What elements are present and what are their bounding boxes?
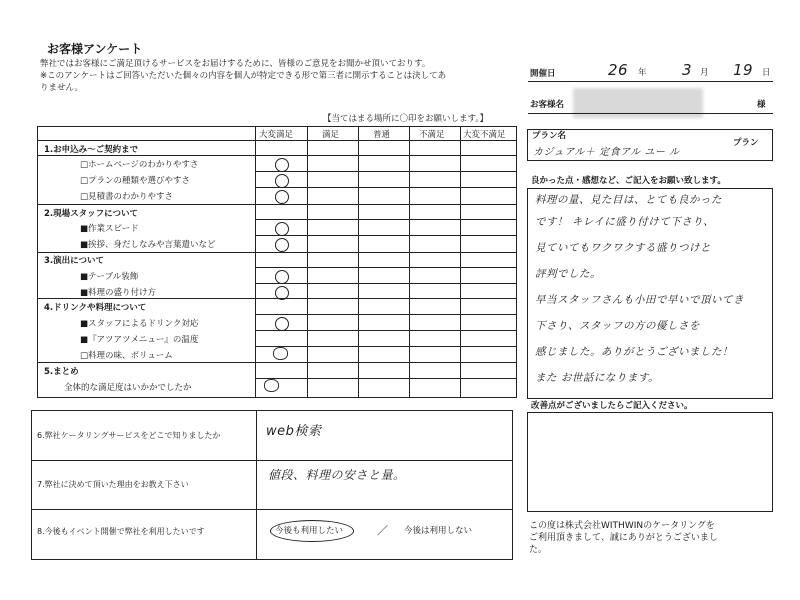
item-plan-types: □プランの種類や選びやすさ: [80, 176, 191, 186]
row-divider: [37, 204, 516, 205]
q6-answer: web検索: [266, 424, 322, 439]
header-neutral: 普通: [373, 130, 391, 140]
header-satisfied: 満足: [322, 130, 340, 140]
header-very-unsatisfied: 大変不満足: [463, 130, 506, 140]
item-homepage: □ホームページのわかりやすさ: [80, 160, 199, 170]
customer-honorific: 様: [757, 100, 766, 110]
item-divider: [255, 219, 516, 220]
event-month-unit: 月: [700, 68, 709, 78]
item-table-decoration: ■テーブル装飾: [80, 272, 139, 282]
q8-option-yes: 今後も利用したい: [275, 526, 344, 536]
rating-mark: [275, 238, 289, 252]
rating-instruction: 【当てはまる場所に〇印をお願いします。】: [323, 114, 489, 124]
q8-separator: ／: [377, 524, 388, 537]
event-year-value: 26: [608, 61, 629, 79]
item-greeting: ■挨拶、身だしなみや言葉遣いなど: [80, 240, 216, 250]
event-year-unit: 年: [638, 68, 647, 78]
question-column-divider: [256, 410, 257, 559]
customer-name-underline: [528, 113, 773, 114]
intro-line-3: りません。: [40, 83, 84, 93]
comment-line-4: 評判でした。: [535, 268, 601, 280]
rating-mark: [275, 190, 289, 204]
column-divider: [255, 126, 256, 397]
section-title-4: 4.ドリンクや料理について: [44, 303, 147, 313]
thanks-line-1: この度は株式会社WITHWINのケータリングを: [529, 521, 715, 531]
item-drink-service: ■スタッフによるドリンク対応: [80, 319, 199, 329]
survey-title: お客様アンケート: [47, 42, 143, 56]
item-divider: [255, 330, 516, 331]
item-hot-menu-temp: ■『アツアツメニュー』の温度: [80, 335, 199, 345]
item-divider: [255, 346, 516, 347]
header-unsatisfied: 不満足: [419, 130, 445, 140]
rating-mark: [275, 270, 289, 284]
plan-label: プラン名: [532, 131, 567, 141]
item-food-arrangement: ■料理の盛り付け方: [80, 288, 157, 298]
event-day-value: 19: [733, 61, 754, 79]
thanks-line-2: ご利用頂きまして、誠にありがとうございまし: [529, 533, 718, 543]
item-overall-satisfaction: 全体的な満足度はいかかでしたか: [64, 383, 192, 393]
column-divider: [460, 126, 461, 397]
item-divider: [255, 187, 516, 188]
plan-value: カジュアル＋ 定食アル ユー ル: [533, 147, 680, 158]
comment-line-5: 早当スタッフさんも小田で早いで頂いてき: [535, 294, 744, 306]
comment-line-3: 見ていてもワクワクする盛りつけと: [535, 242, 711, 254]
section-title-2: 2.現場スタッフについて: [44, 209, 138, 219]
rating-mark: [275, 286, 289, 300]
event-date-label: 開催日: [530, 69, 556, 79]
header-very-satisfied: 大変満足: [259, 130, 294, 140]
event-month-value: 3: [682, 61, 693, 79]
event-date-underline: [528, 81, 773, 82]
rating-mark: [275, 158, 289, 172]
rating-mark: [275, 174, 289, 188]
comment-line-6: 下さり、スタッフの方の優しさを: [535, 320, 700, 332]
plan-suffix: プラン: [733, 138, 759, 148]
comment-line-8: また お世話になります。: [535, 372, 659, 384]
q7-answer: 値段、料理の安さと量。: [268, 468, 406, 482]
q6-question: 6.弊社ケータリングサービスをどこで知りましたか: [37, 431, 221, 440]
section-title-3: 3.演出について: [44, 256, 104, 266]
q8-option-no: 今後は利用しない: [404, 526, 473, 536]
comments-label: 良かった点・感想など、ご記入をお願い致します。: [531, 176, 726, 186]
q8-selected-circle: [270, 520, 354, 542]
question-row-divider: [31, 509, 512, 510]
rating-mark-scribble: [273, 347, 288, 360]
improvement-box: [527, 412, 773, 512]
item-divider: [255, 171, 516, 172]
item-estimate: □見積書のわかりやすさ: [80, 192, 174, 202]
item-divider: [255, 314, 516, 315]
item-divider: [255, 283, 516, 284]
section-title-5: 5.まとめ: [44, 367, 79, 377]
column-divider: [358, 126, 359, 397]
rating-mark-scribble: [264, 379, 279, 392]
column-divider: [409, 126, 410, 397]
q7-question: 7.弊社に決めて頂いた理由をお教え下さい: [37, 480, 189, 489]
customer-name-label: お客様名: [530, 100, 565, 110]
item-divider: [255, 378, 516, 379]
item-work-speed: ■作業スピード: [80, 224, 139, 234]
question-row-divider: [31, 460, 512, 461]
section-title-1: 1.お申込み～ご契約まで: [44, 145, 139, 155]
intro-line-1: 弊社ではお客様にご満足頂けるサービスをお届けするために、皆様のご意見をお聞かせ頂いておりす。: [40, 59, 431, 69]
item-divider: [255, 235, 516, 236]
column-divider: [307, 126, 308, 397]
comment-line-7: 感じました。ありがとうございました！: [535, 346, 733, 358]
row-divider: [37, 362, 516, 363]
item-divider: [255, 267, 516, 268]
intro-line-2: ※このアンケートはご回答いただいた個々の内容を個人が特定できる形で第三者に開示することは決してあ: [40, 71, 447, 81]
comment-line-1: 料理の量、見た目は、とても良かった: [535, 194, 722, 206]
improvement-label: 改善点がございましたらご記入ください。: [531, 401, 693, 411]
row-divider: [37, 252, 516, 253]
rating-mark: [275, 317, 289, 331]
comment-line-2: です！ キレイに盛り付けて下さり、: [535, 216, 715, 228]
event-day-unit: 日: [762, 68, 771, 78]
item-taste-volume: □料理の味、ボリューム: [80, 351, 173, 361]
q8-question: 8.今後もイベント開催で弊社を利用したいです: [37, 527, 205, 536]
thanks-line-3: た。: [529, 545, 548, 555]
rating-mark: [275, 222, 289, 236]
